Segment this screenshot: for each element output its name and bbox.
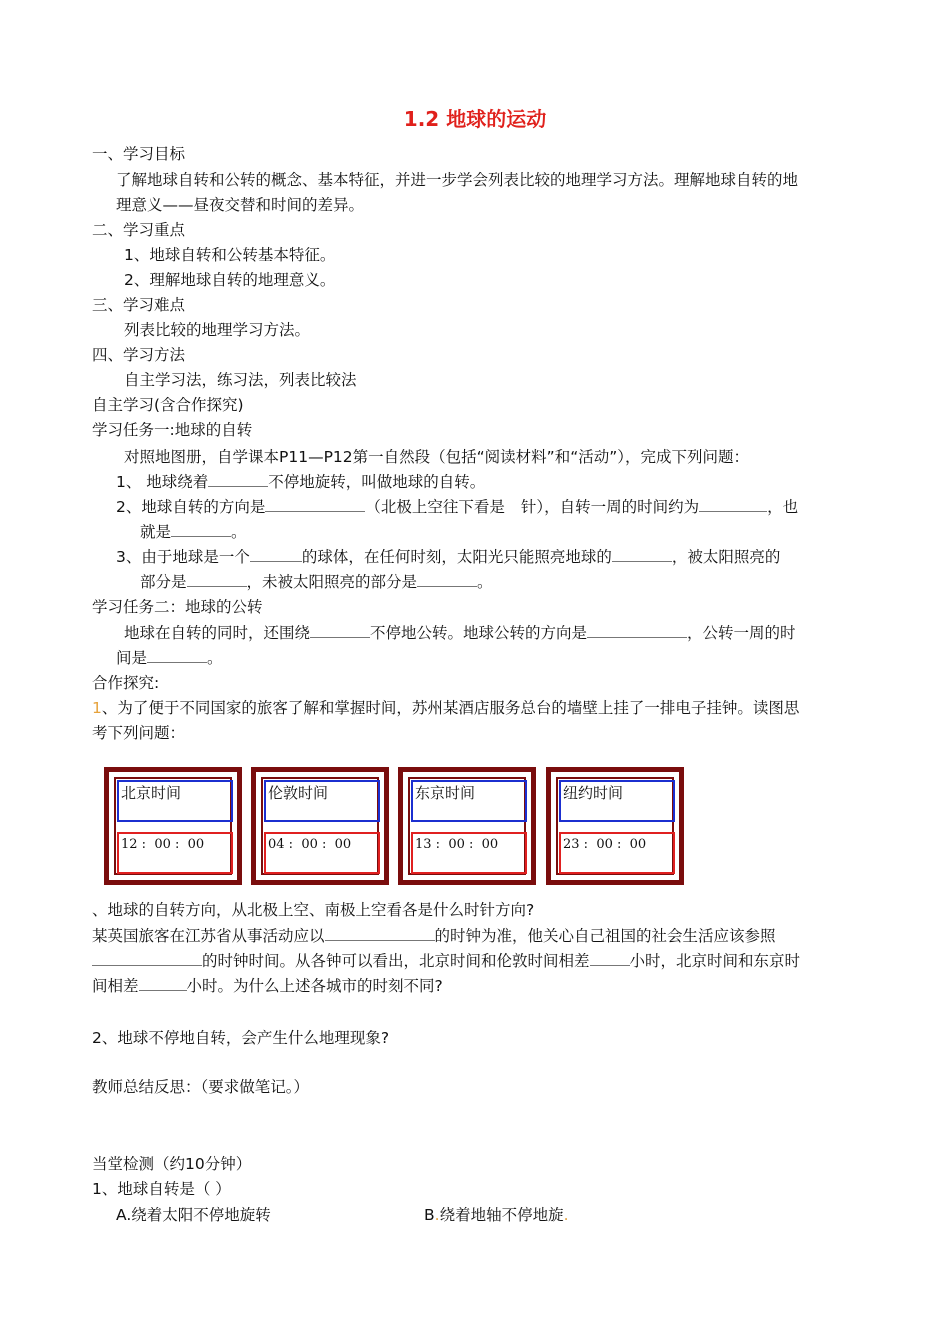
answer-blank[interactable] bbox=[250, 546, 302, 562]
clock-city-label: 伦敦时间 bbox=[264, 780, 380, 822]
q2-part-f: 。 bbox=[231, 523, 247, 541]
clock-time-display: 12 : 00 : 00 bbox=[117, 832, 233, 874]
q3-part-e: ，未被太阳照亮的部分是 bbox=[246, 573, 418, 591]
key-heading: 二、学习重点 bbox=[92, 221, 186, 239]
clock-time-display: 13 : 00 : 00 bbox=[411, 832, 527, 874]
t2-part-d: 间是 bbox=[116, 649, 148, 667]
q2-part-b: （北极上空往下看是 bbox=[365, 498, 505, 516]
clock-city-label: 北京时间 bbox=[117, 780, 233, 822]
answer-blank[interactable] bbox=[325, 925, 435, 941]
q2-part-e: 就是 bbox=[140, 523, 172, 541]
sub-q2-part-d: 小时，北京时间和东京时 bbox=[629, 952, 801, 970]
t2-part-c: ，公转一周的时 bbox=[687, 624, 796, 642]
q3-part-c: ，被太阳照亮的 bbox=[671, 548, 781, 566]
task1-heading: 学习任务一:地球的自转 bbox=[92, 421, 253, 439]
clock-city-label: 东京时间 bbox=[411, 780, 527, 822]
check-heading: 当堂检测（约10分钟） bbox=[92, 1155, 252, 1173]
clock-newyork bbox=[546, 767, 684, 885]
coop-heading: 合作探究: bbox=[92, 674, 160, 692]
t2-part-a: 地球在自转的同时，还围绕 bbox=[124, 624, 311, 642]
task1-q2 bbox=[116, 496, 798, 518]
q2-part-d: ，也 bbox=[767, 498, 799, 516]
sub-q2-part-b: 的时钟为准，他关心自己祖国的社会生活应该参照 bbox=[434, 927, 776, 945]
check-q1: 1、地球自转是（ ） bbox=[92, 1180, 231, 1198]
q3-part-f: 。 bbox=[477, 573, 493, 591]
coop-sub-q1: 、地球的自转方向，从北极上空、南极上空看各是什么时针方向? bbox=[92, 901, 535, 919]
task2-line-1 bbox=[124, 622, 796, 644]
q3-part-a: 3、由于地球是一个 bbox=[116, 548, 250, 566]
answer-blank[interactable] bbox=[92, 950, 202, 966]
answer-blank[interactable] bbox=[171, 521, 231, 537]
answer-blank[interactable] bbox=[208, 471, 268, 487]
answer-blank[interactable] bbox=[265, 496, 365, 512]
t2-part-e: 。 bbox=[207, 649, 223, 667]
task1-intro: 对照地图册，自学课本P11—P12第一自然段（包括“阅读材料”和“活动”），完成下列问题： bbox=[124, 448, 750, 466]
option-b-letter: B bbox=[424, 1206, 435, 1224]
option-b-text: 绕着地轴不停地旋 bbox=[439, 1206, 564, 1224]
task1-q3-cont bbox=[140, 571, 493, 593]
check-option-a[interactable]: A.绕着太阳不停地旋转 bbox=[116, 1206, 271, 1224]
answer-blank[interactable] bbox=[587, 622, 687, 638]
clock-beijing bbox=[104, 767, 242, 885]
q2-part-a: 2、地球自转的方向是 bbox=[116, 498, 266, 516]
teacher-summary: 教师总结反思：（要求做笔记。） bbox=[92, 1078, 310, 1096]
clock-time-display: 04 : 00 : 00 bbox=[264, 832, 380, 874]
page-title: 1.2 地球的运动 bbox=[403, 107, 547, 131]
q1-part-b: 不停地旋转，叫做地球的自转。 bbox=[268, 473, 486, 491]
q3-part-d: 部分是 bbox=[140, 573, 187, 591]
coop-q1-line-2: 考下列问题： bbox=[92, 724, 186, 742]
clock-london bbox=[251, 767, 389, 885]
check-option-b[interactable]: B.绕着地轴不停地旋. bbox=[424, 1206, 569, 1224]
answer-blank[interactable] bbox=[147, 647, 207, 663]
q3-part-b: 的球体，在任何时刻，太阳光只能照亮地球的 bbox=[301, 548, 612, 566]
difficulty-text: 列表比较的地理学习方法。 bbox=[124, 321, 311, 339]
coop-sub-q2-line-1 bbox=[92, 925, 776, 947]
task1-q3 bbox=[116, 546, 780, 568]
goal-text-2: 理意义——昼夜交替和时间的差异。 bbox=[116, 196, 365, 214]
clock-tokyo bbox=[398, 767, 536, 885]
coop-q2: 2、地球不停地自转，会产生什么地理现象? bbox=[92, 1029, 390, 1047]
q2-part-c: 针），自转一周的时间约为 bbox=[520, 498, 700, 516]
coop-sub-q2-line-2 bbox=[92, 950, 800, 972]
t2-part-b: 不停地公转。地球公转的方向是 bbox=[370, 624, 588, 642]
answer-blank[interactable] bbox=[187, 571, 247, 587]
answer-blank[interactable] bbox=[612, 546, 672, 562]
task1-q2-cont bbox=[140, 521, 247, 543]
coop-sub-q2-line-3 bbox=[92, 975, 443, 997]
answer-blank[interactable] bbox=[699, 496, 767, 512]
goal-text-1: 了解地球自转和公转的概念、基本特征，并进一步学会列表比较的地理学习方法。理解地球自转的地 bbox=[116, 171, 799, 189]
answer-blank[interactable] bbox=[310, 622, 370, 638]
key-item-2: 2、理解地球自转的地理意义。 bbox=[124, 271, 336, 289]
answer-blank[interactable] bbox=[590, 950, 630, 966]
method-text: 自主学习法，练习法，列表比较法 bbox=[124, 371, 357, 389]
method-heading: 四、学习方法 bbox=[92, 346, 186, 364]
task1-q1 bbox=[116, 471, 485, 493]
clock-time-display: 23 : 00 : 00 bbox=[559, 832, 675, 874]
coop-q1-number: 1 bbox=[92, 699, 102, 717]
q1-part-a: 1、 地球绕着 bbox=[116, 473, 209, 491]
sub-q2-part-a: 某英国旅客在江苏省从事活动应以 bbox=[92, 927, 325, 945]
self-study-heading: 自主学习(含合作探究) bbox=[92, 396, 244, 414]
sub-q2-part-c: 的时钟时间。从各钟可以看出，北京时间和伦敦时间相差 bbox=[202, 952, 590, 970]
task2-line-2 bbox=[116, 647, 223, 669]
difficulty-heading: 三、学习难点 bbox=[92, 296, 186, 314]
goal-heading: 一、学习目标 bbox=[92, 145, 186, 163]
clock-city-label: 纽约时间 bbox=[559, 780, 675, 822]
key-item-1: 1、地球自转和公转基本特征。 bbox=[124, 246, 336, 264]
coop-q1-text: 、为了便于不同国家的旅客了解和掌握时间，苏州某酒店服务总台的墙壁上挂了一排电子挂钟。读图思 bbox=[101, 699, 800, 717]
answer-blank[interactable] bbox=[139, 975, 187, 991]
coop-q1-line-1 bbox=[92, 697, 799, 719]
sub-q2-part-f: 小时。为什么上述各城市的时刻不同? bbox=[186, 977, 443, 995]
task2-heading: 学习任务二：地球的公转 bbox=[92, 598, 263, 616]
answer-blank[interactable] bbox=[417, 571, 477, 587]
sub-q2-part-e: 间相差 bbox=[92, 977, 139, 995]
